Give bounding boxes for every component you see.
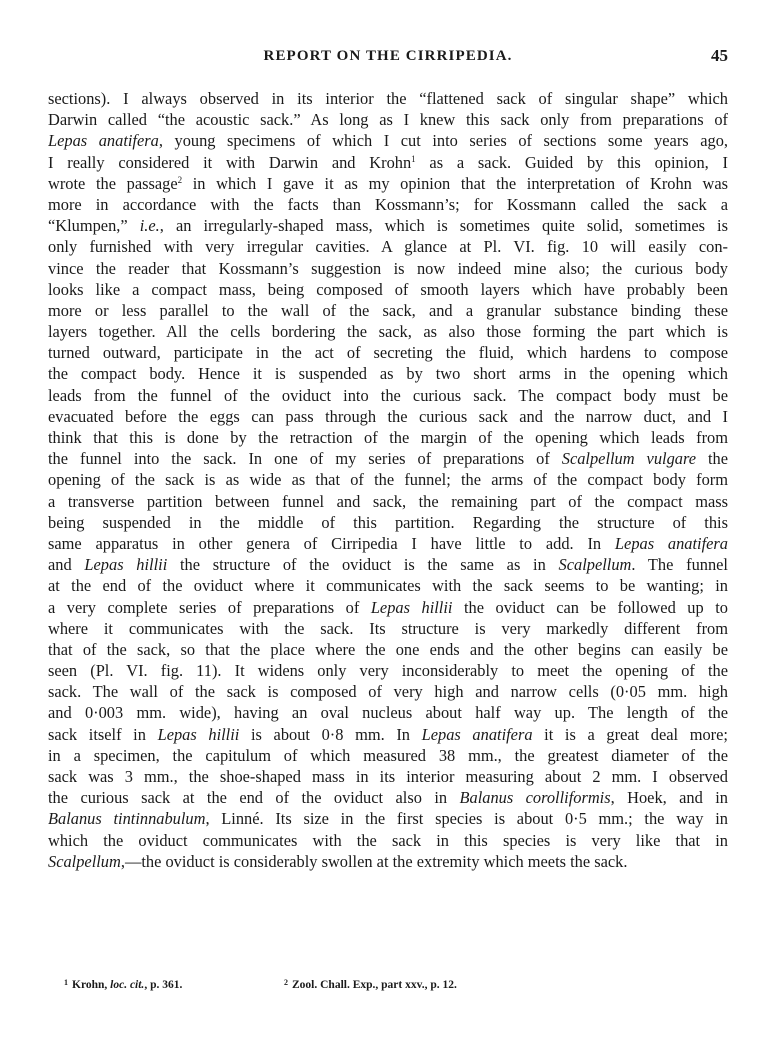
text-run: leads from the funnel of the oviduct into the curious sack. The compact body must be <box>48 385 728 405</box>
text-line <box>48 385 728 406</box>
text-run: , an irregularly-shaped mass, which is sometimes quite solid, sometimes is <box>159 216 728 236</box>
text-run: . The funnel <box>631 555 728 575</box>
italic-text: i.e. <box>139 216 160 236</box>
text-run: being suspended in the middle of this partition. Regarding the structure of this <box>48 512 728 532</box>
text-run: the oviduct can be followed up to <box>452 597 728 617</box>
text-line <box>48 575 728 596</box>
text-run: a very complete series of preparations of <box>48 597 371 617</box>
text-run: sections). I always observed in its interior the “flattened sack of singular shape” which <box>48 89 728 108</box>
text-run: that of the sack, so that the place where the one ends and the other begins can easily be <box>48 639 728 659</box>
text-line <box>48 597 728 618</box>
text-run: the compact body. Hence it is suspended as by two short arms in the opening which <box>48 364 728 384</box>
text-run: where it communicates with the sack. Its structure is very markedly different from <box>48 618 728 638</box>
text-line <box>48 639 728 660</box>
italic-text: Lepas hillii <box>370 597 453 617</box>
page-number: 45 <box>711 46 728 65</box>
text-run: wrote the passage <box>48 173 178 193</box>
text-line <box>48 152 728 173</box>
text-run: , young specimens of which I cut into series of sections some years ago, <box>158 131 728 151</box>
text-run: seen (Pl. VI. fig. 11). It widens only very inconsiderably to meet the opening of the <box>48 661 728 681</box>
text-line <box>48 724 728 745</box>
italic-text: loc. cit. <box>110 979 145 991</box>
text-run: the structure of the oviduct is the same as in <box>167 555 559 575</box>
text-line <box>48 448 728 469</box>
text-run: sack. The wall of the sack is composed of very high and narrow cells (0·05 mm. high <box>48 682 728 702</box>
text-line <box>48 830 728 851</box>
text-run: “Klumpen,” <box>48 216 140 236</box>
text-line <box>48 236 728 257</box>
text-run: which the oviduct communicates with the sack in this species is very like that in <box>48 830 728 850</box>
italic-text: Lepas hillii <box>157 724 240 744</box>
italic-text: Lepas anatifera <box>421 724 533 744</box>
text-line <box>48 173 728 194</box>
text-line <box>48 851 728 872</box>
text-run: Darwin called “the acoustic sack.” As long as I knew this sack only from preparations of <box>48 110 728 130</box>
body-text <box>48 88 728 872</box>
text-line <box>48 702 728 723</box>
text-line <box>48 491 728 512</box>
text-run: evacuated before the eggs can pass through the curious sack and the narrow duct, and I <box>48 406 728 426</box>
text-line <box>48 554 728 575</box>
text-run: think that this is done by the retraction of the margin of the opening which leads from <box>48 428 728 447</box>
text-run: I really considered it with Darwin and Krohn <box>48 152 412 172</box>
text-line <box>48 745 728 766</box>
text-line <box>48 766 728 787</box>
text-run: and <box>48 555 85 575</box>
text-line <box>48 681 728 702</box>
text-run: Zool. Chall. Exp., part xxv., p. 12. <box>292 979 457 991</box>
text-line <box>48 660 728 681</box>
text-line <box>48 215 728 236</box>
text-line <box>48 533 728 554</box>
footnote-ref: 2 <box>177 174 183 185</box>
text-line <box>48 406 728 427</box>
italic-text: Balanus corolliformis <box>459 788 611 808</box>
italic-text: Balanus tintinnabulum <box>48 809 206 829</box>
text-run: , Linné. Its size in the first species is about 0·5 mm.; the way in <box>205 809 728 829</box>
text-run: in which I gave it as my opinion that the interpretation of Krohn was <box>182 173 728 193</box>
italic-text: Lepas hillii <box>84 555 168 575</box>
text-line <box>48 512 728 533</box>
text-run: opening of the sack is as wide as that of the funnel; the arms of the compact body form <box>48 470 728 490</box>
text-run: a transverse partition between funnel and sack, the remaining part of the compact mass <box>48 491 728 511</box>
text-run: same apparatus in other genera of Cirripedia I have little to add. In <box>48 533 615 553</box>
text-line <box>48 258 728 279</box>
text-run: the <box>696 449 728 469</box>
text-run: turned outward, participate in the act of secreting the fluid, which hardens to compose <box>48 343 728 363</box>
text-run: more in accordance with the facts than Kossmann’s; for Kossmann called the sack a <box>48 194 728 214</box>
text-line <box>48 427 728 448</box>
text-run: sack was 3 mm., the shoe-shaped mass in its interior measuring about 2 mm. I observed <box>48 767 728 786</box>
running-head: REPORT ON THE CIRRIPEDIA. <box>263 48 513 64</box>
text-run: Krohn, <box>72 979 111 991</box>
text-run: layers together. All the cells bordering the sack, as also those forming the part which is <box>48 322 728 342</box>
footnote-ref: 1 <box>411 153 416 164</box>
text-line <box>48 808 728 829</box>
text-line <box>48 363 728 384</box>
text-line <box>48 88 728 109</box>
text-line <box>48 787 728 808</box>
text-run: , p. 361. <box>144 979 183 991</box>
footnote-mark: 1 <box>64 978 68 987</box>
footnote-mark: 2 <box>284 978 288 987</box>
text-run: vince the reader that Kossmann’s suggestion is now indeed mine also; the curious body <box>48 258 728 278</box>
text-run: looks like a compact mass, being composed of smooth layers which have probably been <box>48 279 728 299</box>
text-line <box>48 194 728 215</box>
text-line <box>48 342 728 363</box>
italic-text: Scalpellum vulgare <box>561 449 697 469</box>
text-run: ,—the oviduct is considerably swollen at the extremity which meets the sack. <box>120 851 628 871</box>
italic-text: Scalpellum <box>558 555 632 575</box>
page-header <box>48 48 728 72</box>
text-line <box>48 130 728 151</box>
text-run: as a sack. Guided by this opinion, I <box>415 152 728 172</box>
text-line <box>48 618 728 639</box>
text-run: is about 0·8 mm. In <box>239 724 422 744</box>
text-line <box>48 469 728 490</box>
text-run: , Hoek, and in <box>610 788 728 808</box>
text-run: only furnished with very irregular cavities. A glance at Pl. VI. fig. 10 will easily con- <box>48 237 728 257</box>
text-run: sack itself in <box>48 724 158 744</box>
footnote-2 <box>284 978 457 991</box>
text-line <box>48 109 728 130</box>
text-line <box>48 279 728 300</box>
italic-text: Lepas anatifera <box>614 533 728 553</box>
text-run: the funnel into the sack. In one of my series of preparations of <box>48 449 562 469</box>
italic-text: Lepas anatifera <box>48 131 159 151</box>
text-run: and 0·003 mm. wide), having an oval nucleus about half way up. The length of the <box>48 703 728 723</box>
text-run: in a specimen, the capitulum of which measured 38 mm., the greatest diameter of the <box>48 745 728 765</box>
text-run: it is a great deal more; <box>532 724 728 744</box>
text-line <box>48 300 728 321</box>
italic-text: Scalpellum <box>48 851 121 871</box>
text-run: at the end of the oviduct where it communicates with the sack seems to be wanting; in <box>48 576 728 596</box>
text-line <box>48 321 728 342</box>
footnote-1 <box>64 978 182 991</box>
text-run: more or less parallel to the wall of the sack, and a granular substance binding these <box>48 300 728 320</box>
text-run: the curious sack at the end of the oviduct also in <box>48 788 460 808</box>
